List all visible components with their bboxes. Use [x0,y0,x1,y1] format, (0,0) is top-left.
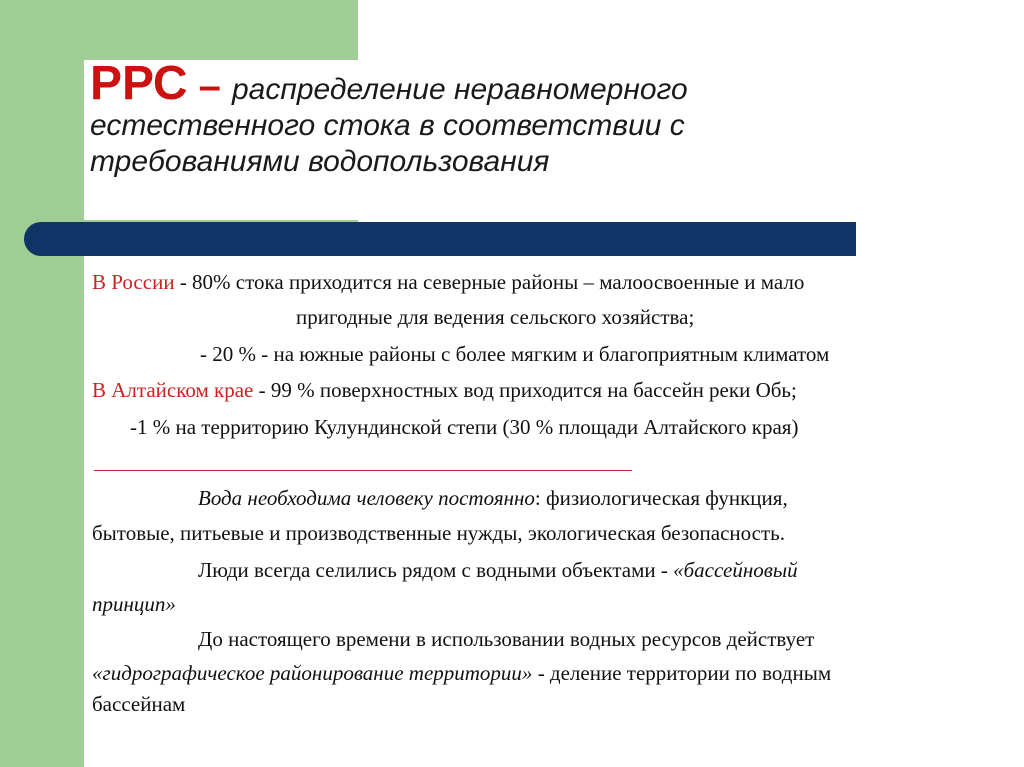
para2-text: Люди всегда селились рядом с водными объектами - [198,558,674,582]
title-text-3: требованиями водопользования [90,145,550,178]
para3-rest: - деление территории по водным [532,661,832,685]
altai-line-2: -1 % на территорию Кулундинской степи (30 % площади Алтайского края) [130,415,799,439]
para1-rest: : физиологическая функция, [534,486,788,510]
para1-line-2: бытовые, питьевые и производственные нужды, экологическая безопасность. [92,521,785,545]
altai-text-1: - 99 % поверхностных вод приходится на бассейн реки Обь; [253,378,797,402]
title-acronym: РРС [90,57,188,110]
russia-line-2: пригодные для ведения сельского хозяйства; [296,305,695,329]
title-text-2: естественного стока в соответствии с [90,109,685,142]
title-text-1: распределение неравномерного [231,73,688,106]
title-line-1 [90,57,850,110]
para3-italic: «гидрографическое районирование территории» [92,661,533,685]
russia-line-1 [92,270,804,295]
para2-line-2: принцип» [92,592,176,616]
para2-line-1 [198,558,798,583]
decor-green-stripe [0,0,84,767]
para2-italic-1: «бассейновый [673,558,798,582]
para3-line-3: бассейнам [92,692,186,716]
altai-line-1 [92,378,797,403]
slide-title [90,57,850,180]
title-dash: – [187,64,232,108]
para3-line-1: До настоящего времени в использовании водных ресурсов действует [198,627,815,651]
russia-label: В России [92,270,175,294]
para3-line-2 [92,661,831,686]
para1-italic: Вода необходима человеку постоянно [198,486,535,510]
russia-text-1: - 80% стока приходится на северные районы – малоосвоенные и мало [174,270,805,294]
para1-line-1 [198,486,788,511]
altai-label: В Алтайском крае [92,378,254,402]
russia-line-3: - 20 % - на южные районы с более мягким и благоприятным климатом [200,342,830,366]
divider-line [94,470,632,471]
title-underline-bar [24,222,856,256]
